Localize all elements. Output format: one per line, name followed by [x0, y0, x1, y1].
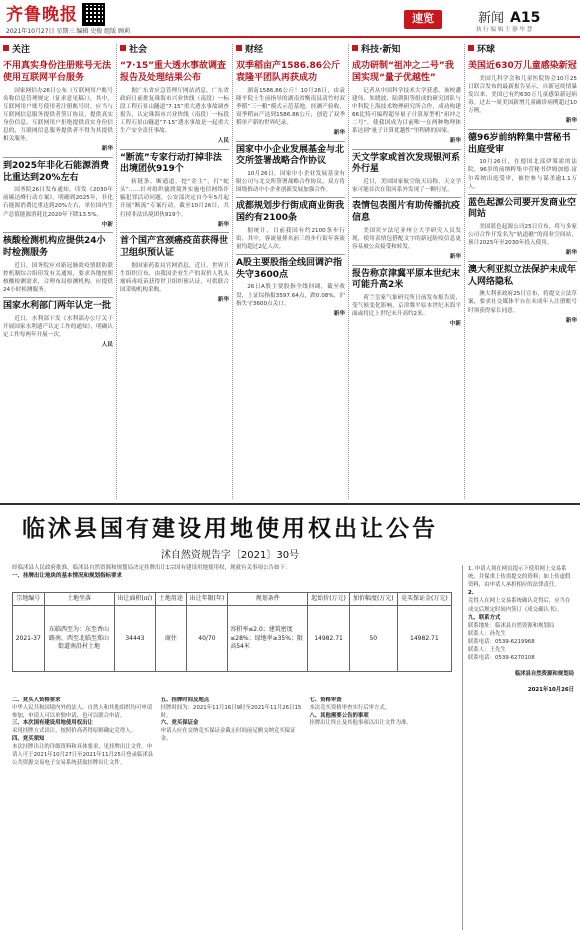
table-cell: 50 — [349, 606, 397, 672]
headline: 蓝色起源公司要开发商业空间站 — [468, 197, 577, 220]
notice-section-heading: 2. — [468, 590, 474, 597]
masthead — [0, 0, 580, 38]
article-source: 人民 — [101, 342, 113, 349]
article-text: 记者从中国科学技术大学获悉，该校潘建伟、朱晓波、陆朝阳等组成的研究团队与中科院上海技术物理研究所合作，成功构建66比特可编程超导量子计算原型机“祖冲之二号”，使我国成为目前唯一在两种物理体系达到“量子计算优越性”里程碑的国家。 — [352, 87, 461, 135]
table-cell: 40/70 — [186, 606, 228, 672]
column-tag: 关注 — [3, 44, 30, 56]
notice-intro — [12, 565, 452, 580]
article-source: 新华 — [333, 310, 345, 317]
article-text: 斩链条、断通道、挖“金主”，打“蛇头”……针对组织偷渡境外实施电信网络诈骗犯罪活动问题，公安部决定自今年5月起开展“断流”专案行动，截至10月26日，共打掉非法出境团伙919个。 — [120, 179, 229, 218]
article-text: 近日，国务院应对新冠肺炎疫情联防联控机制综合组印发有关通知，要求各地按照核酸检测需求，合理布局检测机构，应提供24小时检测服务。 — [3, 262, 113, 293]
divider — [3, 157, 113, 158]
divider — [120, 232, 229, 233]
headline: 到2025年非化石能源消费比重达到20%左右 — [3, 160, 110, 183]
article-source: 新华 — [449, 254, 461, 261]
divider — [352, 265, 461, 266]
table-cell: 东临西至为：东至香山路南，西至北临至郑山街道南沿村土地 — [44, 606, 114, 672]
headline: A股主要股指全线回调沪指失守3600点 — [236, 258, 342, 280]
headline: 不用真实身份注册账号无法使用互联网平台服务 — [3, 61, 112, 83]
article-text: 据统计，目前我国有约2100条步行街，其中，客流量排名前三的步行街年客流量均超过2亿人次。 — [236, 227, 345, 250]
notice-text-column — [161, 697, 304, 927]
article-text: 10月26日，国家中小企业发展基金有限公司与北交所签署战略合作协议，双方将围绕推动中小企业创新发展加强合作。 — [236, 170, 345, 194]
table-header: 土地用途 — [156, 593, 186, 606]
notice-section-heading: 六、竞买保证金 — [160, 720, 199, 727]
article-source: 新华 — [565, 317, 577, 324]
article-source: 新华 — [565, 118, 577, 125]
article-source: 新华 — [449, 138, 461, 145]
article-text: 26日A股主要股指全线回调，截至收盘，上证综指报3597.64点，跌0.08%，沪指失守3600点关口。 — [236, 284, 345, 307]
notice-section-heading: 八、其他需要公告的事项 — [309, 712, 369, 719]
notice-section-heading: 二、竞买人资格要求 — [12, 697, 61, 703]
article-text: 美国宾夕法尼亚州立大学研究人员发现，使用表情包搭配文字的新冠防疫信息更容易被公众接受和转发。 — [352, 227, 461, 250]
news-column — [232, 44, 348, 499]
notice-section-heading: 五、挂牌时间及地点 — [160, 697, 210, 703]
headline: 报告称京津冀平原本世纪末可能升高2米 — [352, 268, 461, 291]
headline: 表情包表图片有助传播抗疫信息 — [352, 201, 461, 223]
divider — [236, 254, 345, 255]
article-source: 新华 — [101, 146, 113, 153]
headline: “7·15”重大透水事故调查报告及处理结果公布 — [120, 61, 227, 83]
article-source: 新华 — [217, 221, 229, 228]
page-number: A15 — [510, 10, 541, 26]
news-column — [348, 44, 464, 499]
table-header: 起始价(万元) — [308, 593, 350, 606]
table-cell: 14982.71 — [308, 606, 350, 672]
article-source: 新华 — [217, 297, 229, 303]
notice-section-text: 联系地址：临沭县自然资源和规划局 联系人：孙先生 联系电话：0539-6219968 联系人：王先生 联系电话：0539-6270108 — [468, 622, 555, 662]
article-text: 近日，水利部下发《水利部办公厅关于开展国家水利遗产认定工作的通知》，明确认定工作每两年开展一次。 — [3, 315, 113, 338]
divider — [120, 149, 229, 150]
divider — [352, 149, 461, 150]
column-tag: 科技·新知 — [352, 44, 400, 56]
headline: 国家中小企业发展基金与北交所签署战略合作协议 — [236, 144, 345, 167]
section-name: 新闻 — [478, 11, 505, 26]
article-text: 国家网信办26日公布《互联网用户账号名称信息管理规定（征求意见稿）》，其中，互联网用户账号使用者注册账号时，应当与互联网信息服务提供者签订协议，提供真实身份信息。互联网用户拒绝提供真实身份信息的，互联网信息服务提供者不得为其提供相关服务。 — [3, 87, 113, 143]
qr-code-icon — [82, 3, 105, 26]
divider — [468, 194, 577, 195]
divider — [468, 261, 577, 262]
article-source: 新华 — [565, 250, 577, 257]
article-source: 人民 — [217, 138, 229, 145]
column-tag: 环球 — [468, 44, 495, 56]
divider — [3, 232, 113, 233]
article-text: 10月26日，在德国北部伊策霍的法院，96岁的前纳粹集中营秘书伊姆加德·富尔希纳出庭受审，被控参与谋杀逾1.1万人。 — [468, 159, 577, 190]
article-source: 新华 — [333, 130, 345, 137]
table-header: 竞买保证金(万元) — [397, 593, 451, 606]
headline: 核酸检测机构应提供24小时检测服务 — [3, 236, 106, 258]
notice-section-text: 本次竞买资格审查实行后审方式。 — [309, 704, 391, 711]
headline: 首个国产宫颈癌疫苗获得世卫组织预认证 — [120, 236, 229, 258]
land-notice — [0, 503, 580, 933]
article-text: 美国儿科学会和儿童医院协会10月25日联合发布的最新报告显示，自新冠疫情暴发以来，美国已有约630万儿童感染新冠病毒。过去一周美国新增儿童确诊病例超过10万例。 — [468, 75, 577, 115]
table-row — [13, 606, 452, 672]
divider — [3, 297, 113, 298]
headline: “断流”专家行动打掉非法出境团伙919个 — [120, 152, 222, 175]
notice-signature: 临沭县自然资源和规划局 — [514, 671, 574, 678]
column-tag: 财经 — [236, 44, 263, 56]
article-text: 美国蓝色起源公司25日宣布，将与多家公司合作开发名为“轨道礁”的商业空间站，预计2025年至2030年投入使用。 — [468, 224, 577, 247]
table-header: 出让年限(年) — [186, 593, 228, 606]
headline: 成功研制“祖冲之二号”我国实现“量子优越性” — [352, 61, 454, 83]
article-source: 中新 — [101, 221, 113, 228]
table-header-row — [13, 593, 452, 606]
news-column — [116, 44, 232, 499]
headline: 德96岁前纳粹集中营秘书出庭受审 — [468, 132, 571, 155]
article-text: 湖南1586.86公斤！10月26日，由袁隆平院士生前指导的湖南省衡南县清竹村双季稻“三一粮”模式示范基地，经测产验收，双季稻亩产达到1586.86公斤，创造了双季稻单产新的世界纪录。 — [236, 87, 345, 126]
notice-right-column — [462, 565, 574, 930]
table-cell: 容积率≤2.0；建筑密度≤28%；绿地率≥35%；限高54米 — [228, 606, 308, 672]
article-text: 澳大利亚政府25日宣布，将提交立法草案，要求社交媒体平台在未成年人注册账号时须获得家长同意。 — [468, 291, 577, 314]
headline: 国家水利部门两年认定一批 — [3, 301, 112, 311]
headline: 天文学家或首次发现银河系外行星 — [352, 152, 461, 175]
parcel-table — [12, 592, 452, 672]
editor-line: 执 行 编 辑 王 静 毕 慧 — [476, 27, 533, 33]
headline: 美国近630万儿童感染新冠 — [468, 61, 577, 72]
notice-section-heading: 四、竞买须知 — [12, 736, 45, 743]
article-source: 中新 — [449, 321, 461, 328]
news-column — [464, 44, 580, 499]
headline: 双季稻亩产1586.86公斤袁隆平团队再获成功 — [236, 61, 340, 83]
notice-section-heading: 七、资格审查 — [309, 697, 342, 703]
notice-section-text: 采用挂牌方式出让，按照价高者得原则确定竞得人。 — [12, 728, 136, 735]
notice-text-column — [309, 697, 452, 927]
newspaper-logo: 齐鲁晚报 — [6, 5, 78, 25]
notice-section-heading: 九、联系方式 — [468, 614, 501, 621]
article-text: 近日，美国国家航空航天局称，天文学家可能首次在银河系外发现了一颗行星。 — [352, 179, 461, 194]
section-header — [478, 9, 540, 28]
notice-subtitle: 沭自然资规告字〔2021〕30号 — [160, 550, 300, 561]
headline: 成都规划步行街成商业街我国约有2100条 — [236, 201, 345, 223]
table-cell: 14982.71 — [397, 606, 451, 672]
table-header: 出让面积(㎡) — [114, 593, 156, 606]
article-text: 据广东省应急管理厅网站消息，广东省政府日前批复珠海市兴业快线（南段）一标段工程石景山隧道“7·15”重大透水事故调查报告，认定珠海市兴业快线（南段）一标段工程石景山隧道“7·15”透水事故是一起重大生产安全责任事故。 — [120, 87, 229, 135]
notice-date: 2021年10月26日 — [527, 687, 574, 694]
notice-text-column — [12, 697, 155, 927]
notice-title: 临沭县国有建设用地使用权出让公告 — [22, 515, 438, 542]
headline: 澳大利亚拟立法保护未成年人网络隐私 — [468, 264, 577, 287]
article-text: 国务院26日发布通知，印发《2030年前碳达峰行动方案》。明确到2025年，非化石能源消费比重达到20%左右，单位国内生产总值能源消耗比2020年下降13.5%。 — [3, 187, 113, 218]
notice-section-text: 挂牌出让终止及其他事项以出让文件为准。 — [309, 720, 412, 727]
divider — [236, 197, 345, 198]
notice-intro-text: 经临沭县人民政府批准，临沭县自然资源和规划局决定挂牌出让1宗国有建设用地使用权，现就有关事项公告如下： — [12, 565, 291, 571]
table-cell: 34443 — [114, 606, 156, 672]
notice-section-text: 申请人应在交纳竞买保证金截止时间前足额交纳竞买保证金。 — [160, 728, 296, 743]
table-header: 土地坐落 — [44, 593, 114, 606]
notice-section-text: 挂牌时间为：2021年11月16日9时至2021年11月26日15时。 — [160, 704, 302, 719]
date-line: 2021年10月27日 星期三 编辑 史俊 组版 顾莉 — [6, 28, 131, 35]
table-cell: 商住 — [156, 606, 186, 672]
notice-body — [12, 697, 452, 927]
article-text: 据国家药监局官网消息，近日，世界卫生组织宣布，由我国企业生产的双价人乳头瘤病毒疫苗获得世卫组织预认证，可供联合国采购机构采购。 — [120, 262, 229, 293]
table-header: 宗地编号 — [13, 593, 45, 606]
table-cell: 2021-37 — [13, 606, 45, 672]
notice-section-text: 中华人民共和国境内外的法人、自然人和其他组织均可申请参加，申请人可以单独申请，也可以联合申请。 — [12, 704, 153, 719]
article-text: 荷兰皇家气象研究所日前发布报告说，受气候变化影响，京津冀平原本世纪末海平面或将比上世纪末升高约2米。 — [352, 294, 461, 318]
notice-section-text: 本次挂牌出让的详细资料和具体要求，见挂牌出让文件。申请人可于2021年10月27日至2021年11月25日登录临沭县公共资源交易电子交易系统获取挂牌出让文件。 — [12, 743, 154, 766]
notice-section-text: 竞得人在网上交易系统确认竞得后，应当在成交后规定时间内签订《成交确认书》。 — [468, 598, 571, 613]
section-badge: 速览 — [404, 10, 442, 29]
divider — [468, 129, 577, 130]
table-header: 加价幅度(万元) — [349, 593, 397, 606]
news-column — [0, 44, 116, 499]
notice-section-heading: 三、本次国有建设用地使用权出让 — [12, 720, 93, 727]
table-header: 规划条件 — [228, 593, 308, 606]
notice-section-text: 1. 申请人须在网页提示下使用网上交易系统，并保重上传需提交的资料；如上传虚假资料，由申请人承担相应的法律责任。 — [468, 566, 571, 589]
divider — [236, 141, 345, 142]
divider — [352, 197, 461, 198]
column-tag: 社会 — [120, 44, 147, 56]
notice-section-1: 一、挂牌出让地块的基本情况和规划指标要求 — [12, 572, 123, 579]
